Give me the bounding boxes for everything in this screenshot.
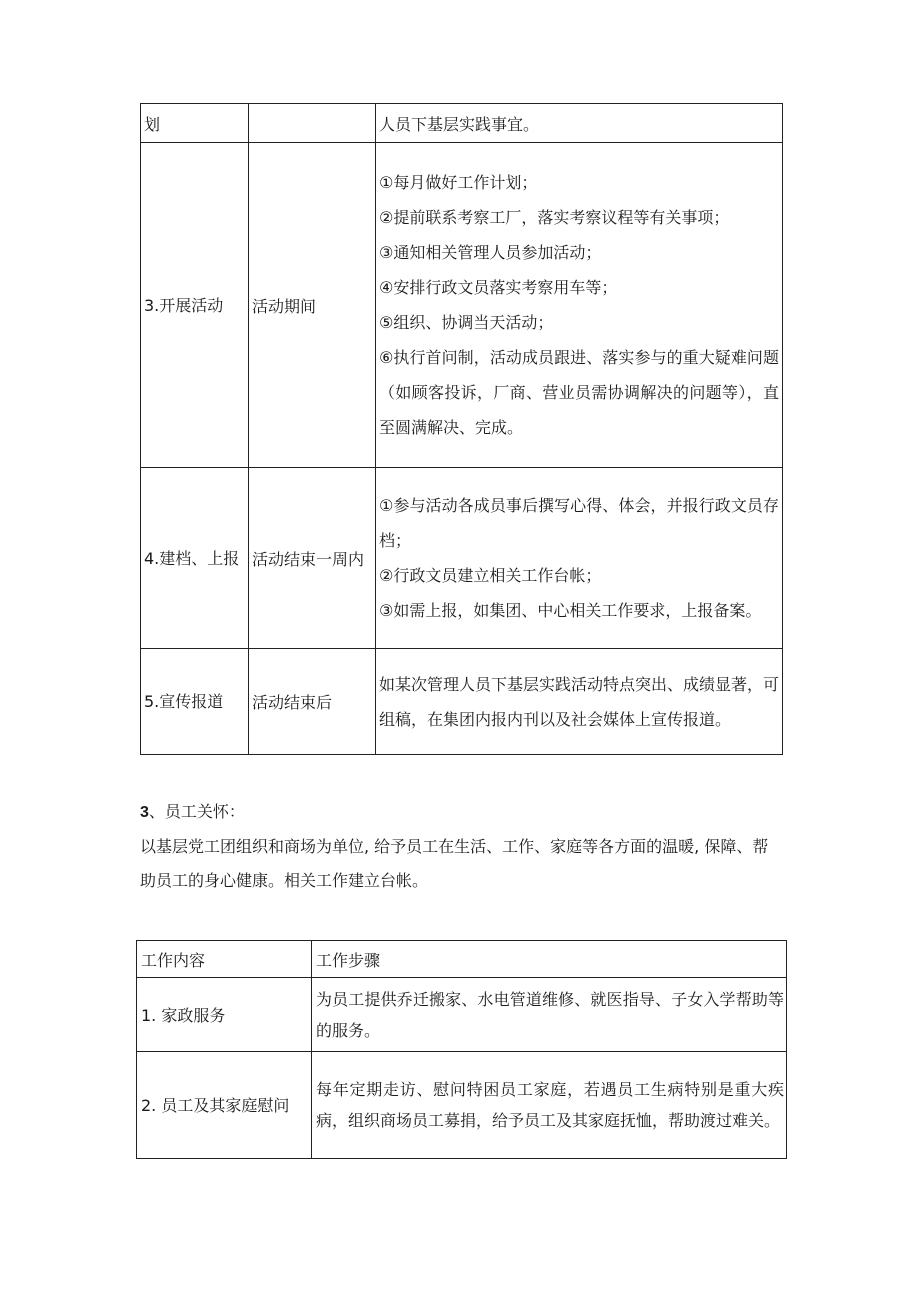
time-cell: 活动结束后 <box>249 649 376 755</box>
time-cell <box>249 104 376 143</box>
table-row <box>141 468 783 649</box>
steps-cell: 如某次管理人员下基层实践活动特点突出、成绩显著，可组稿，在集团内报内刊以及社会媒体上宣传报道。 <box>376 649 783 755</box>
stage-cell: 4.建档、上报 <box>141 468 249 649</box>
employee-care-table <box>136 940 787 1159</box>
table-row <box>141 649 783 755</box>
content-cell: 2. 员工及其家庭慰问 <box>137 1052 312 1159</box>
section-heading: 3、员工关怀： <box>140 802 245 821</box>
steps-cell: ①每月做好工作计划； ②提前联系考察工厂，落实考察议程等有关事项； ③通知相关管理人员参加活动； ④安排行政文员落实考察用车等； ⑤组织、协调当天活动； ⑥执行首问制，活动成员跟进、落实参与的重大疑难问题（如顾客投诉，厂商、营业员需协调解决的问题等），直至圆满解决、完成。 <box>376 143 783 468</box>
header-steps: 工作步骤 <box>312 941 787 978</box>
steps-cell: 每年定期走访、慰问特困员工家庭，若遇员工生病特别是重大疾病，组织商场员工募捐，给予员工及其家庭抚恤，帮助渡过难关。 <box>312 1052 787 1159</box>
time-cell: 活动期间 <box>249 143 376 468</box>
table-row <box>141 143 783 468</box>
stage-cell: 3.开展活动 <box>141 143 249 468</box>
table-header-row <box>137 941 787 978</box>
steps-cell: 为员工提供乔迁搬家、水电管道维修、就医指导、子女入学帮助等的服务。 <box>312 978 787 1052</box>
table-row <box>137 978 787 1052</box>
steps-cell: ①参与活动各成员事后撰写心得、体会，并报行政文员存档； ②行政文员建立相关工作台帐； ③如需上报，如集团、中心相关工作要求，上报备案。 <box>376 468 783 649</box>
content-cell: 1. 家政服务 <box>137 978 312 1052</box>
section-paragraph: 以基层党工团组织和商场为单位, 给予员工在生活、工作、家庭等各方面的温暖, 保障、帮助员工的身心健康。相关工作建立台帐。 <box>140 837 769 890</box>
time-cell: 活动结束一周内 <box>249 468 376 649</box>
steps-cell: 人员下基层实践事宜。 <box>376 104 783 143</box>
table-row <box>137 1052 787 1159</box>
header-content: 工作内容 <box>137 941 312 978</box>
stage-cell: 划 <box>141 104 249 143</box>
stage-cell: 5.宣传报道 <box>141 649 249 755</box>
activity-steps-table <box>140 103 783 755</box>
table-row <box>141 104 783 143</box>
